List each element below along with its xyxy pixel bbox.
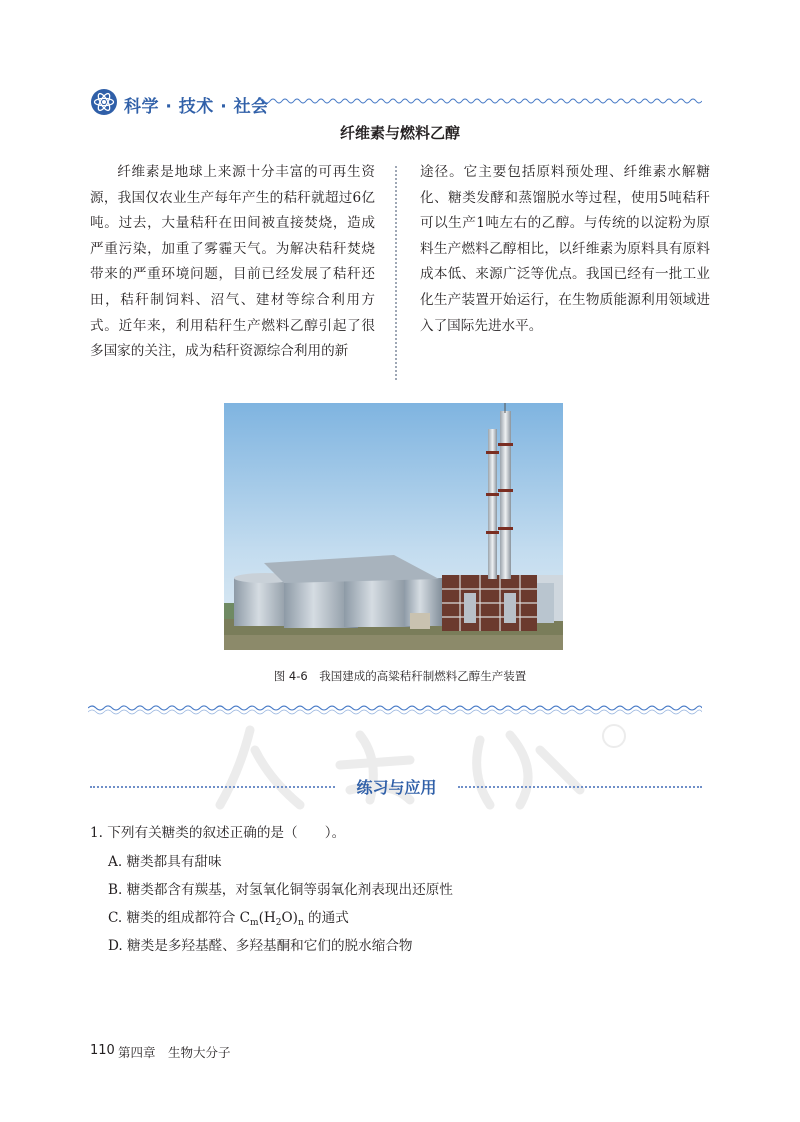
article-title: 纤维素与燃料乙醇 — [339, 124, 460, 142]
section-title: 科学 · 技术 · 社会 — [124, 97, 269, 117]
option-d: D. 糖类是多羟基醛、多羟基酮和它们的脱水缩合物 — [108, 938, 413, 954]
right-paragraph: 途径。它主要包括原料预处理、纤维素水解糖化、糖类发酵和蒸馏脱水等过程，使用5吨秸秆可以生产1吨左右的乙醇。与传统的以淀粉为原料生产燃料乙醇相比，以纤维素为原料具有原料成本低、来源广泛等优点。我国已经有一批工业化生产装置开始运行，在生物质能源利用领域进入了国际先进水平。 — [420, 164, 710, 334]
atom-icon — [90, 88, 118, 116]
ethanol-plant-photo — [224, 403, 563, 650]
question-stem: 1. 下列有关糖类的叙述正确的是（ ）。 — [90, 825, 346, 841]
chapter-name: 生物大分子 — [168, 1045, 231, 1060]
option-a: A. 糖类都具有甜味 — [108, 854, 222, 870]
article-left-column — [90, 160, 375, 365]
option-b: B. 糖类都含有羰基，对氢氧化铜等弱氧化剂表现出还原性 — [108, 882, 453, 898]
left-paragraph: 纤维素是地球上来源十分丰富的可再生资源，我国仅农业生产每年产生的秸秆就超过6亿吨。过去，大量秸秆在田间被直接焚烧，造成严重污染，加重了雾霾天气。为解决秸秆焚烧带来的严重环境问题，目前已经发展了秸秆还田，秸秆制饲料、沼气、建材等综合利用方式。近年来，利用秸秆生产燃料乙醇引起了很多国家的关注，成为秸秆资源综合利用的新 — [90, 164, 375, 360]
chapter-label: 第四章 — [118, 1045, 156, 1060]
article-right-column — [420, 160, 710, 339]
practice-divider-right — [458, 786, 702, 788]
page-number: 110 — [90, 1043, 115, 1058]
wave-divider — [88, 703, 702, 717]
figure-caption: 图 4-6 我国建成的高粱秸秆制燃料乙醇生产装置 — [273, 669, 527, 683]
column-divider — [395, 166, 397, 380]
section-header-wave — [258, 96, 702, 106]
practice-title: 练习与应用 — [356, 778, 437, 797]
practice-divider-left — [90, 786, 335, 788]
option-c: C. 糖类的组成都符合 $C_m(H_2O)_n$ 的通式 — [108, 910, 349, 928]
